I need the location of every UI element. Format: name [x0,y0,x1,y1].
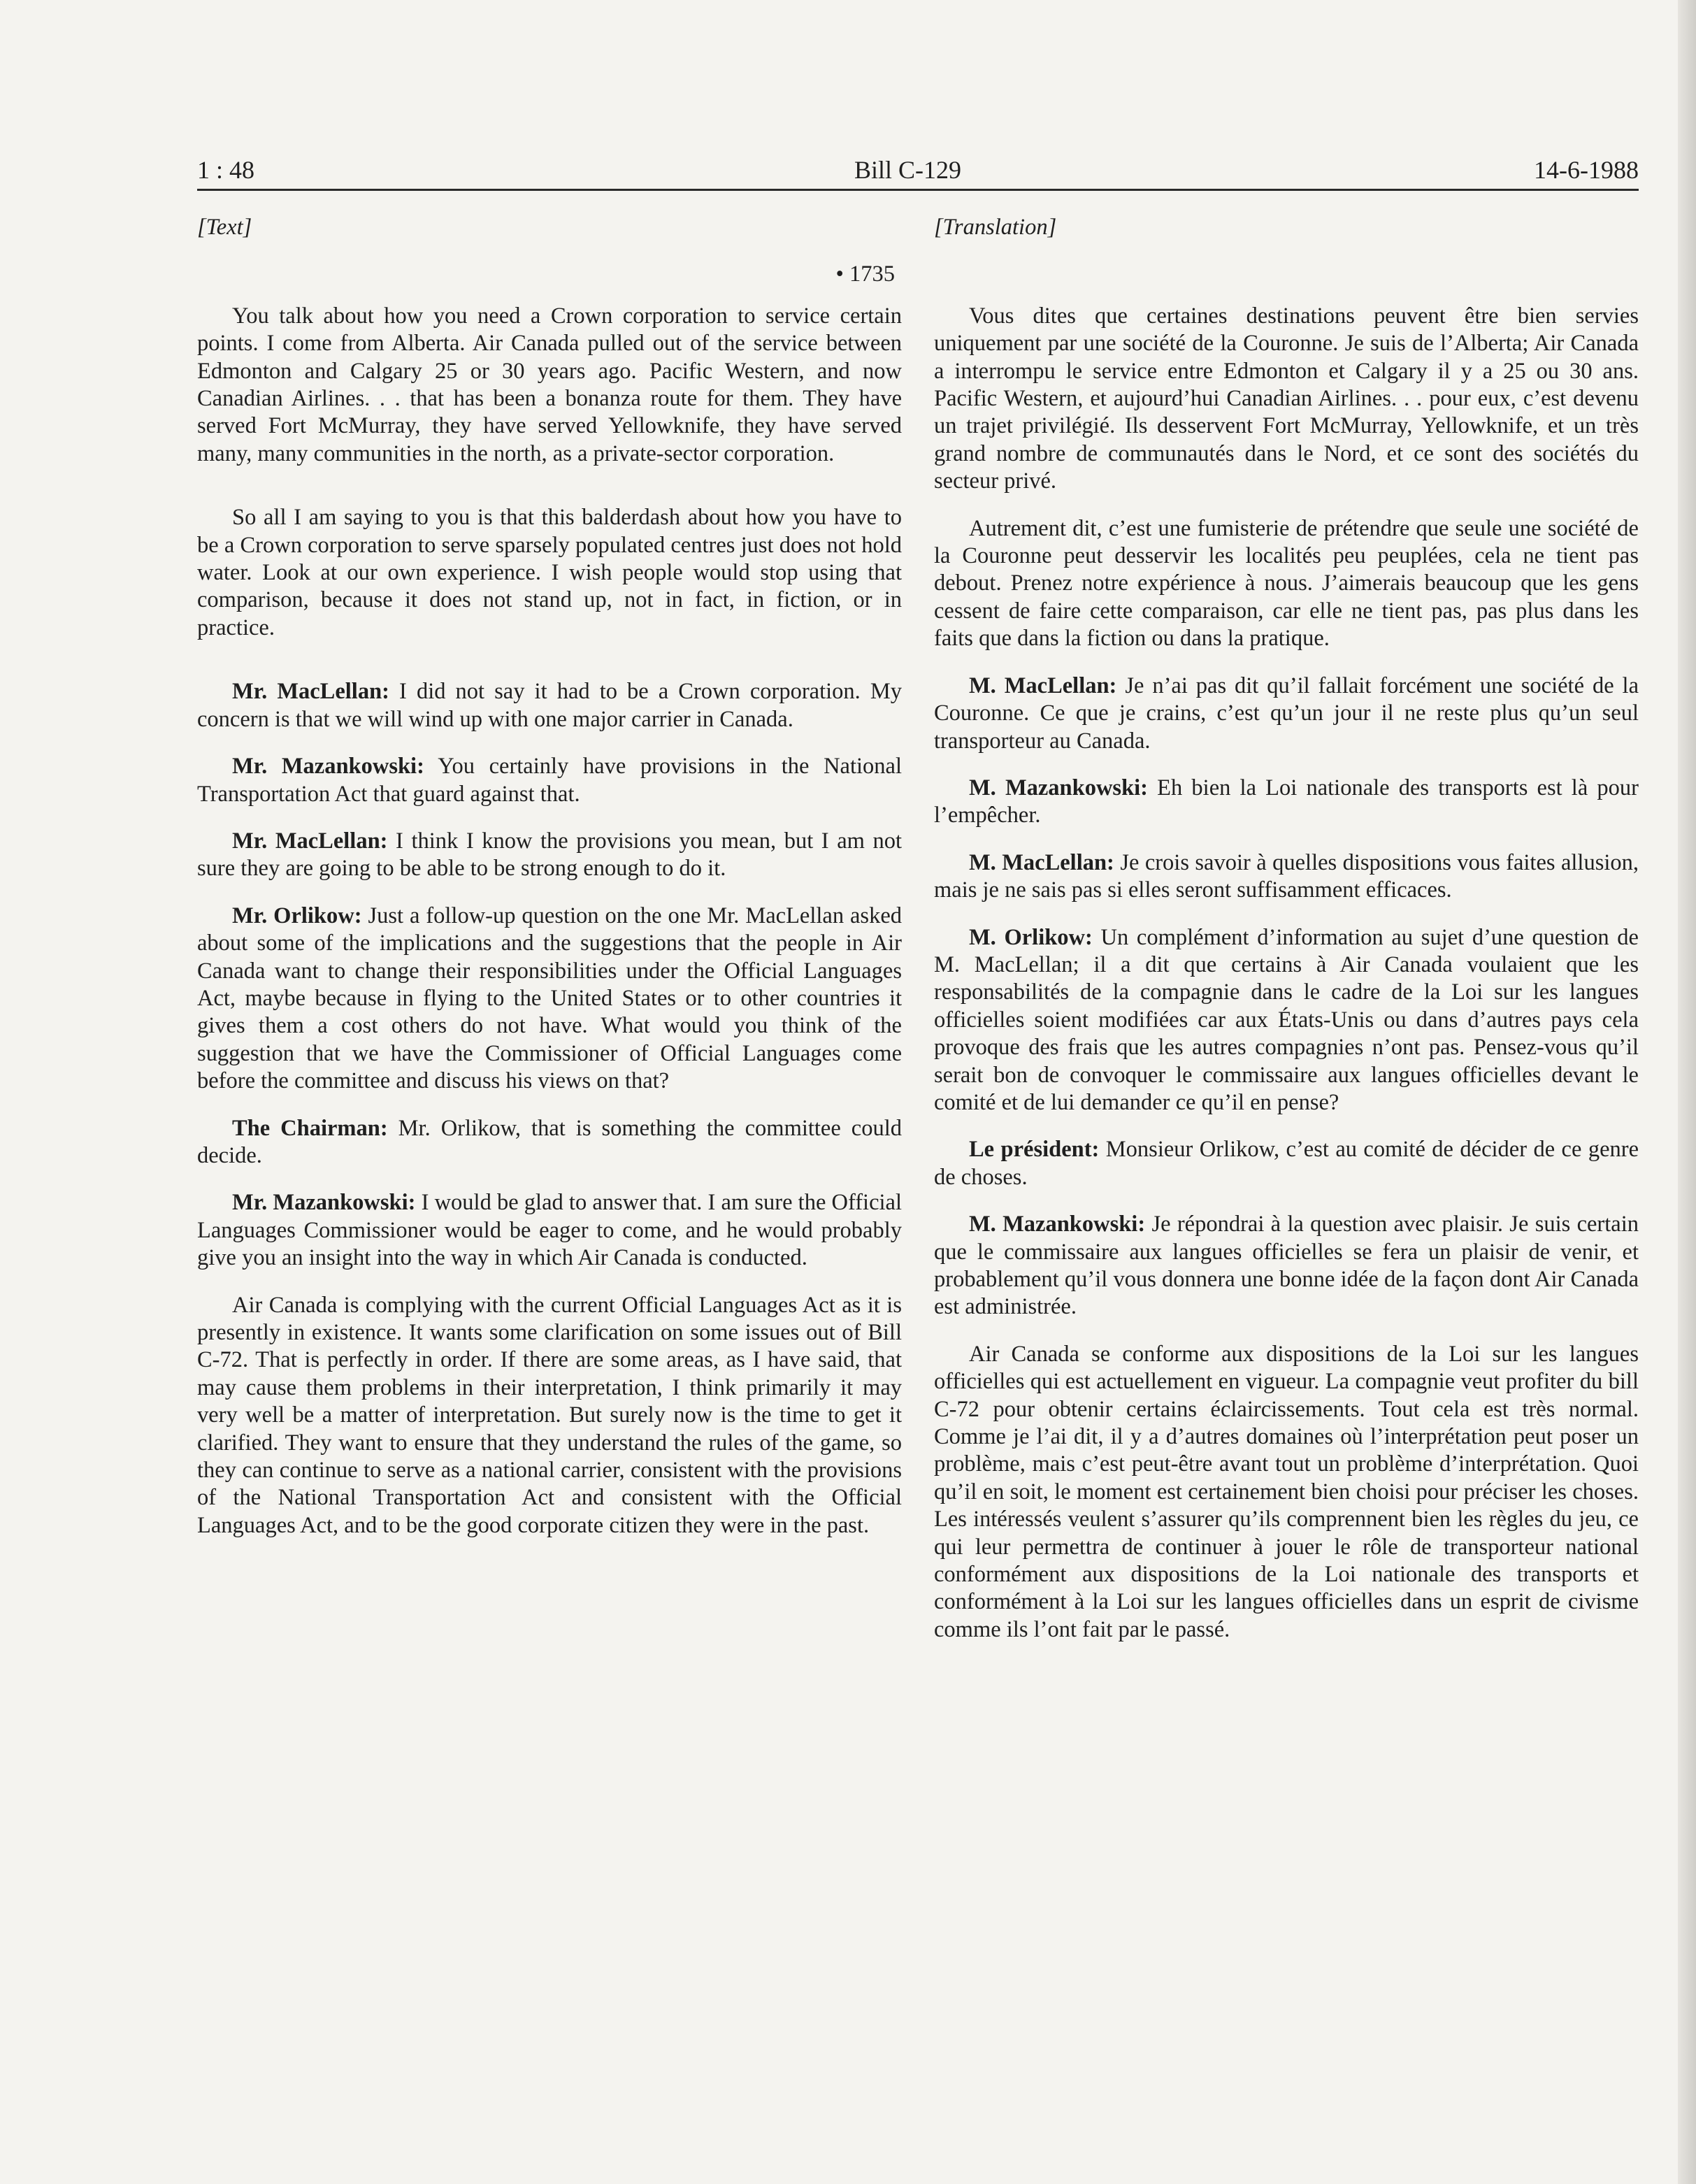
paragraph [197,828,902,883]
translation-label: [Translation] [934,215,1057,240]
paragraph-text: Je n’ai pas dit qu’il fallait forcément une société de la Couronne. Ce que je crains, c’est qu’un jour il ne reste plus qu’un seul transporteur au Canada. [934,673,1639,754]
paragraph-text: Monsieur Orlikow, c’est au comité de décider de ce genre de choses. [934,1137,1639,1190]
bill-title: Bill C-129 [854,156,962,184]
speaker-name: M. MacLellan: [969,673,1117,698]
english-column [197,214,902,1559]
speaker-name: M. Mazankowski: [969,1212,1146,1237]
paragraph-text: So all I am saying to you is that this balderdash about how you have to be a Crown corporation to serve sparsely populated centres just does not hold water. Look at our own experience. I wish people would stop using that comparison, because it does not stand up, not in fact, in fiction, or in practice. [197,505,902,640]
paragraph [197,504,902,642]
paragraph [197,753,902,808]
paragraph-text: Je crois savoir à quelles dispositions vous faites allusion, mais je ne sais pas si elles seront suffisamment efficaces. [934,849,1639,903]
header-rule [197,189,1639,191]
paragraph-text: Je répondrai à la question avec plaisir. Je suis certain que le commissaire aux langues officielles se fera un plaisir de venir, et probablement qu’il vous donnera une bonne idée de la façon dont Air Canada est administrée. [934,1212,1639,1320]
paragraph [934,849,1639,905]
paragraph [934,1211,1639,1321]
speaker-name: Mr. Mazankowski: [232,1190,416,1216]
paragraph [934,1341,1639,1644]
speaker-name: M. Orlikow: [969,924,1093,950]
paragraph [197,303,902,468]
paragraph-text: Autrement dit, c’est une fumisterie de prétendre que seule une société de la Couronne peut desservir les localités peu peuplées, cela ne tient pas debout. Prenez notre expérience à nous. J’aimerais beaucoup que les gens cessent de faire cette comparaison, car elle ne tient pas, pas plus dans les faits que dans la fiction ou dans la pratique. [934,515,1639,652]
paragraph [934,673,1639,755]
speaker-name: Mr. Orlikow: [232,903,362,928]
time-spacer [934,261,1639,288]
paragraph-text: I think I know the provisions you mean, but I am not sure they are going to be able to be strong enough to do it. [197,828,902,882]
paragraph [197,1292,902,1540]
paragraph [934,1136,1639,1191]
speaker-name: Mr. MacLellan: [232,679,389,705]
speaker-name: The Chairman: [232,1115,388,1141]
paragraph [197,1189,902,1272]
paragraph-text: You talk about how you need a Crown corporation to service certain points. I come from Alberta. Air Canada pulled out of the service between Edmonton and Calgary 25 or 30 years ago. Pacific Western, and now Canadian Airlines. . . that has been a bonanza route for them. They have served Fort McMurray, they have served Yellowknife, they have served many, many communities in the north, as a private-sector corporation. [197,303,902,466]
time-marker: • 1735 [835,261,895,287]
speaker-name: M. Mazankowski: [969,775,1149,800]
paragraph [934,775,1639,830]
paragraph-text: Vous dites que certaines destinations peuvent être bien servies uniquement par une société de la Couronne. Je suis de l’Alberta; Air Canada a interrompu le service entre Edmonton et Calgary il y a 25 ou 30 ans. Pacific Western, et aujourd’hui Canadian Airlines. . . pour eux, c’est devenu un trajet privilégié. Ils desservent Fort McMurray, Yellowknife, et un très grand nombre de communautés dans le Nord, et ce sont des sociétés du secteur privé. [934,303,1639,494]
speaker-name: Mr. Mazankowski: [232,754,424,780]
text-label: [Text] [197,215,252,240]
paragraph-text: I did not say it had to be a Crown corporation. My concern is that we will wind up with one major carrier in Canada. [197,679,902,732]
speaker-name: M. MacLellan: [969,849,1114,875]
paragraph-text: Air Canada se conforme aux dispositions de la Loi sur les langues officielles qui est actuellement en vigueur. La compagnie veut profiter du bill C-72 pour obtenir certains éclaircissements. Tout cela est très normal. Comme je l’ai dit, il y a d’autres domaines où l’interprétation peut poser un problème, mais c’est peut-être avant tout un problème d’interprétation. Quoi qu’il en soit, le moment est certainement bien choisi pour préciser les choses. Les intéressés veulent s’assurer qu’ils comprennent bien les règles du jeu, ce qui leur permettra de continuer à jouer le rôle de transporteur national conformément aux dispositions de la Loi nationale des transports et conformément à la Loi sur les langues officielles dans un esprit de civisme comme ils l’ont fait par le passé. [934,1341,1639,1642]
paragraph [934,924,1639,1117]
paragraph-text: Just a follow-up question on the one Mr. MacLellan asked about some of the implications and the suggestions that the people in Air Canada want to change their responsibilities under the Official Languages Act, maybe because in flying to the United States or to other countries it gives them a cost others do not have. What would you think of the suggestion that we have the Commissioner of Official Languages come before the committee and discuss his views on that? [197,903,902,1094]
page-header [197,155,1639,190]
paragraph-text: Un complément d’information au sujet d’une question de M. MacLellan; il a dit que certains à Air Canada voulaient que les responsabilités de la compagnie dans le cadre de la Loi sur les langues officielles soient modifiées car aux États-Unis ou dans d’autres pays cela provoque des frais que les autres compagnies n’ont pas. Pensez-vous qu’il serait bon de convoquer le commissaire aux langues officielles devant le comité et de lui demander ce qu’il en pense? [934,924,1639,1115]
paragraph [934,515,1639,653]
paragraph [197,1115,902,1170]
paragraph [934,303,1639,496]
speaker-name: Le président: [969,1137,1100,1163]
paragraph-text: Eh bien la Loi nationale des transports est là pour l’empêcher. [934,775,1639,828]
speaker-name: Mr. MacLellan: [232,828,388,854]
header-date: 14-6-1988 [1534,156,1639,184]
paragraph-text: I would be glad to answer that. I am sure the Official Languages Commissioner would be eager to come, and he would probably give you an insight into the way in which Air Canada is conducted. [197,1190,902,1271]
page-edge-shadow [1678,0,1696,2184]
page-number: 1 : 48 [197,156,255,184]
paragraph [197,903,902,1095]
paragraph-text: You certainly have provisions in the National Transportation Act that guard against that. [197,754,902,807]
paragraph-text: Mr. Orlikow, that is something the committee could decide. [197,1115,902,1168]
paragraph-text: Air Canada is complying with the current Official Languages Act as it is presently in existence. It wants some clarification on some issues out of Bill C-72. That is perfectly in order. If there are some areas, as I have said, that may cause them problems in their interpretation, I think primarily it may very well be a matter of interpretation. But surely now is the time to get it clarified. They want to ensure that they understand the rules of the game, so they can continue to serve as a national carrier, consistent with the provisions of the National Transportation Act and consistent with the Official Languages Act, and to be the good corporate citizen they were in the past. [197,1292,902,1538]
paragraph [197,678,902,733]
french-column [934,214,1639,1663]
